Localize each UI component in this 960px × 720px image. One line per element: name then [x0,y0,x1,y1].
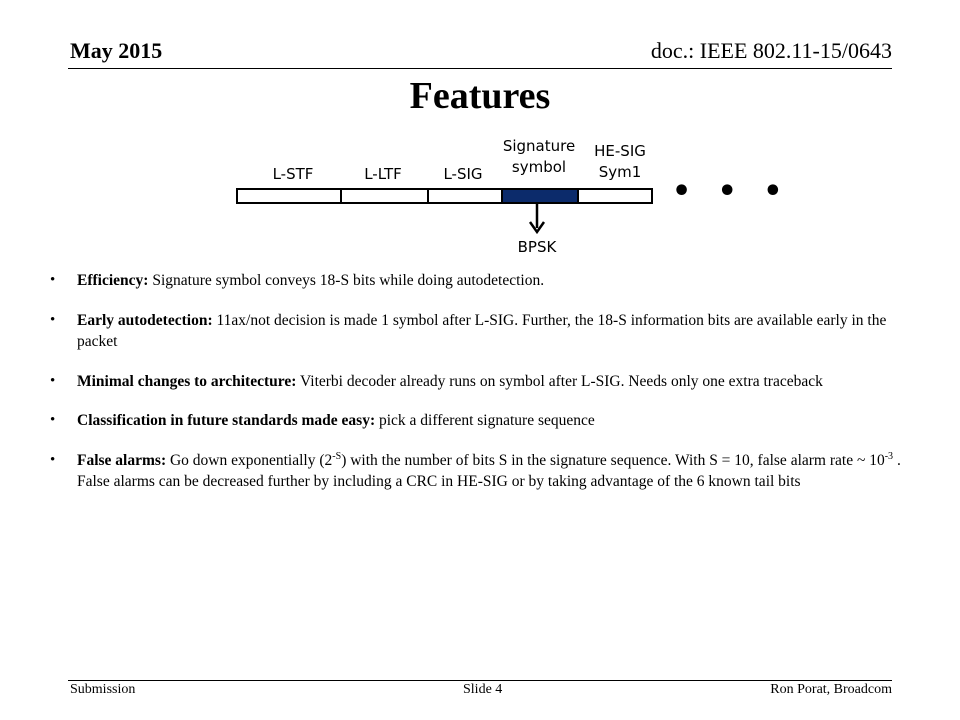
bullet-text: . False alarms can be decreased further by including a CRC in HE-SIG or by taking advantage of the 6 known tail bits [77,451,901,490]
bullet-text: 11ax/not decision is made 1 symbol after L-SIG. Further, the 18-S information bits are available early in the packet [77,311,887,350]
bullet-icon: • [50,311,56,328]
down-arrow-icon [527,204,547,238]
footer-author: Ron Porat, Broadcom [770,682,892,697]
field-lltf [340,188,429,204]
bullet-text: Viterbi decoder already runs on symbol after L-SIG. Needs only one extra traceback [296,372,823,390]
bullet-text: Signature symbol conveys 18-S bits while doing autodetection. [148,272,545,289]
header-doc-id: doc.: IEEE 802.11-15/0643 [650,38,892,63]
label-signature-symbol [494,136,584,178]
bullet-heading: Efficiency: [77,272,149,289]
label-hesig-line2: Sym1 [598,163,642,181]
list-item [50,450,910,493]
label-signature-line2: symbol [511,158,567,176]
bpsk-label: BPSK [517,238,557,256]
label-hesig-line1: HE-SIG [594,142,646,160]
bullet-heading: Classification in future standards made easy: [77,412,376,429]
bullet-icon: • [50,451,56,468]
field-he-sig [577,188,653,204]
slide-title: Features [409,75,551,117]
label-lltf: L-LTF [364,165,402,183]
list-item [50,310,910,353]
exponent: -3 [884,450,894,462]
bullet-heading: Minimal changes to architecture: [77,372,297,390]
field-lsig [427,188,503,204]
continuation-dots: • • • [672,174,791,209]
bullet-icon: • [50,412,56,428]
bullet-text: pick a different signature sequence [375,412,595,429]
label-lstf: L-STF [272,165,314,183]
label-he-sig-sym1 [578,141,662,183]
bullet-icon: • [50,372,56,389]
list-item [50,371,910,393]
bullet-text: ) with the number of bits S in the signature sequence. With S = 10, false alarm rate ~ 10 [341,451,885,469]
bullet-icon: • [50,272,56,288]
field-signature-symbol [501,188,579,204]
label-signature-line1: Signature [502,137,576,155]
footer-slide-number: Slide 4 [463,682,503,697]
header-rule [68,68,892,69]
bullet-heading: Early autodetection: [77,311,213,329]
label-lsig: L-SIG [443,165,483,183]
header-date: May 2015 [70,38,163,63]
feature-list [50,270,910,511]
footer-submission: Submission [70,682,136,697]
field-lstf [236,188,342,204]
exponent: -S [332,450,342,462]
bullet-text: Go down exponentially (2 [166,451,333,469]
list-item [50,270,910,292]
bullet-heading: False alarms: [77,451,167,469]
footer-rule [68,680,892,681]
list-item [50,410,910,432]
